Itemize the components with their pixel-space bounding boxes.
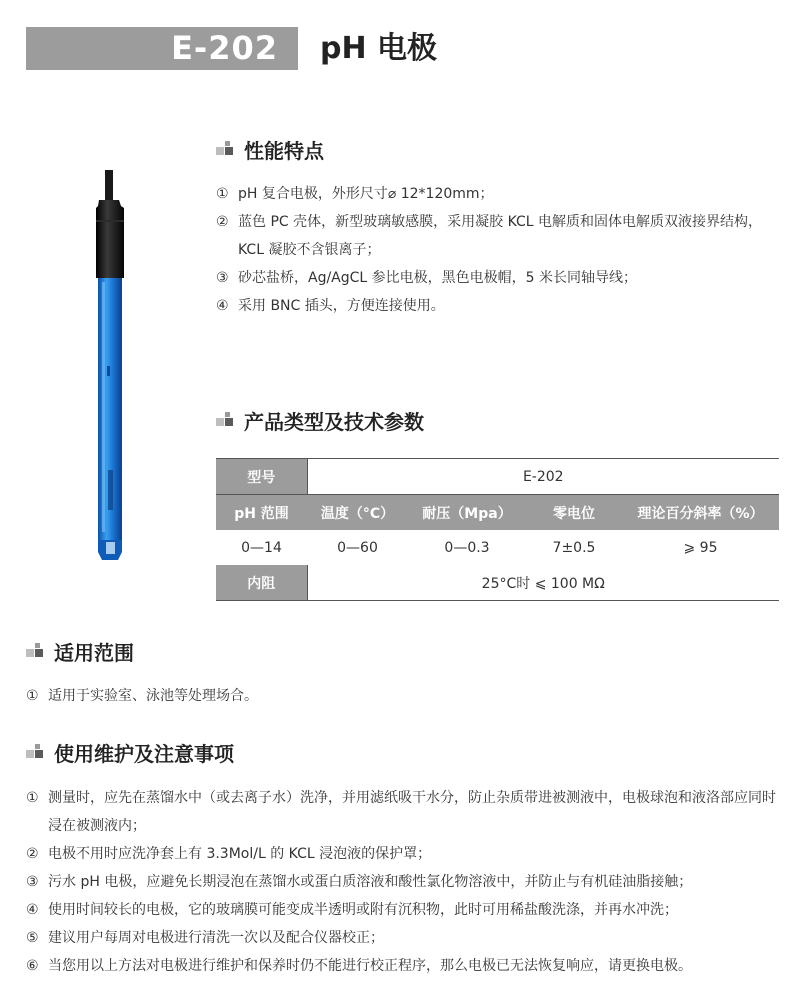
product-title: pH 电极 xyxy=(320,31,438,66)
list-item xyxy=(26,682,780,710)
list-item xyxy=(26,896,782,924)
scope-heading xyxy=(26,636,134,666)
scope-section xyxy=(26,636,134,666)
column-header: 耐压（Mpa） xyxy=(408,495,526,531)
item-text: 测量时，应先在蒸馏水中（或去离子水）洗净，并用滤纸吸干水分，防止杂质带进被测液中，电极球泡和液洛部应同时浸在被测液内； xyxy=(48,790,776,834)
section-title: 适用范围 xyxy=(54,640,134,665)
section-title: 使用维护及注意事项 xyxy=(54,741,234,766)
section-title: 产品类型及技术参数 xyxy=(244,409,424,434)
model-label-cell: 型号 xyxy=(216,459,307,495)
section-bullet-icon xyxy=(216,412,236,428)
item-text: 使用时间较长的电极，它的玻璃膜可能变成半透明或附有沉积物，此时可用稀盐酸洗涤，并再水冲洗； xyxy=(48,902,678,918)
item-text: 污水 pH 电极，应避免长期浸泡在蒸馏水或蛋白质溶液和酸性氯化物溶液中，并防止与有机硅油脂接触； xyxy=(48,874,693,890)
electrode-image xyxy=(86,170,136,570)
model-tag: E-202 xyxy=(26,27,298,70)
table-cell: 0—0.3 xyxy=(444,539,490,556)
item-number: ③ xyxy=(216,270,229,286)
table-cell: 7±0.5 xyxy=(552,539,596,556)
table-row xyxy=(216,459,779,495)
item-number: ① xyxy=(216,186,229,202)
model-value-cell: E-202 xyxy=(307,459,779,495)
item-number: ⑥ xyxy=(26,958,39,974)
column-header: pH 范围 xyxy=(216,495,307,531)
item-number: ② xyxy=(216,214,229,230)
list-item xyxy=(216,292,780,320)
list-item xyxy=(26,868,782,896)
section-bullet-icon xyxy=(216,141,236,157)
item-number: ⑤ xyxy=(26,930,39,946)
item-text: 蓝色 PC 壳体，新型玻璃敏感膜，采用凝胶 KCL 电解质和固体电解质双液接界结构，KCL 凝胶不含银离子； xyxy=(238,214,763,258)
item-number: ① xyxy=(26,688,39,704)
list-item xyxy=(26,952,782,980)
list-item xyxy=(216,180,780,208)
specs-heading xyxy=(216,405,424,435)
section-bullet-icon xyxy=(26,744,46,760)
features-section xyxy=(216,134,324,164)
column-header: 理论百分斜率（%） xyxy=(622,495,779,531)
list-item xyxy=(216,264,780,292)
features-heading xyxy=(216,134,324,164)
item-text: 采用 BNC 插头，方便连接使用。 xyxy=(238,298,445,314)
item-text: 砂芯盐桥，Ag/AgCL 参比电极，黑色电极帽，5 米长同轴导线； xyxy=(238,270,638,286)
section-bullet-icon xyxy=(26,643,46,659)
section-title: 性能特点 xyxy=(244,138,324,163)
scope-list xyxy=(26,682,780,710)
resistance-label-cell: 内阻 xyxy=(216,565,307,601)
item-number: ③ xyxy=(26,874,39,890)
item-number: ② xyxy=(26,846,39,862)
specs-section xyxy=(216,405,424,435)
item-number: ① xyxy=(26,790,39,806)
table-header-row xyxy=(216,495,779,531)
table-cell: 0—60 xyxy=(337,539,378,556)
item-text: 建议用户每周对电极进行清洗一次以及配合仪器校正； xyxy=(48,930,384,946)
item-text: 适用于实验室、泳池等处理场合。 xyxy=(48,688,258,704)
list-item xyxy=(26,784,782,840)
resistance-value-cell: 25°C时 ⩽ 100 MΩ xyxy=(307,565,779,601)
item-number: ④ xyxy=(26,902,39,918)
table-cell: ⩾ 95 xyxy=(683,539,718,556)
features-list xyxy=(216,180,780,320)
list-item xyxy=(26,924,782,952)
list-item xyxy=(26,840,782,868)
column-header: 零电位 xyxy=(526,495,622,531)
item-text: 当您用以上方法对电极进行维护和保养时仍不能进行校正程序，那么电极已无法恢复响应，请更换电极。 xyxy=(48,958,692,974)
maintenance-section xyxy=(26,737,234,767)
table-row xyxy=(216,565,779,601)
maintenance-heading xyxy=(26,737,234,767)
table-row xyxy=(216,530,779,565)
item-text: pH 复合电极，外形尺寸⌀ 12*120mm； xyxy=(238,186,494,202)
item-number: ④ xyxy=(216,298,229,314)
item-text: 电极不用时应洗净套上有 3.3Mol/L 的 KCL 浸泡液的保护罩； xyxy=(48,846,432,862)
maintenance-list xyxy=(26,784,782,980)
list-item xyxy=(216,208,780,264)
spec-table xyxy=(216,458,779,601)
column-header: 温度（°C） xyxy=(307,495,408,531)
table-cell: 0—14 xyxy=(241,539,282,556)
